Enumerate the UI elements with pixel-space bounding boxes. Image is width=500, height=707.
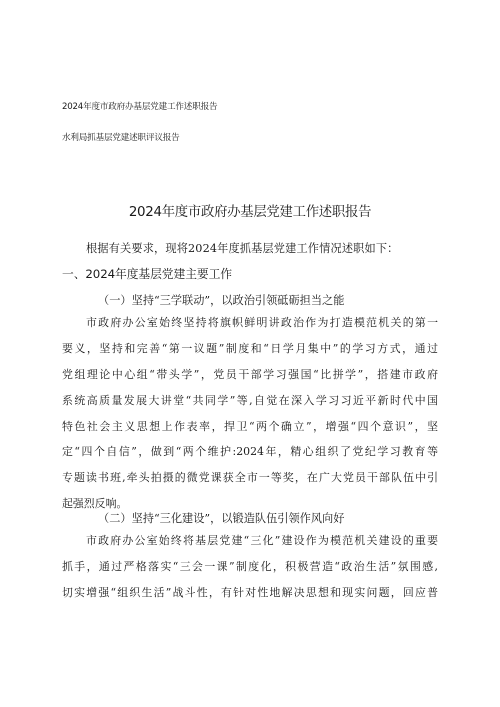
body-line: 抓手，通过严格落实“三会一课”制度化，积极营造“政治生活”氛围感, <box>62 559 438 573</box>
body-line: 专题读书班,牵头拍摄的微党课获全市一等奖，在广大党员干部队伍中引 <box>62 471 438 485</box>
body-line: 特色社会主义思想上作表率，捍卫“两个确立”，增强“四个意识”，坚 <box>62 419 438 433</box>
intro-paragraph: 根据有关要求，现将2024年度抓基层党建工作情况述职如下： <box>86 242 399 255</box>
body-line: 切实增强“组织生活”战斗性，有针对性地解决思想和现实问题，回应普 <box>62 585 438 599</box>
body-line: 市政府办公室始终坚持将旗帜鲜明讲政治作为打造模范机关的第一 <box>86 316 438 329</box>
section-1-heading: 一、2024年度基层党建主要工作 <box>62 267 232 281</box>
body-line: 起强烈反响。 <box>62 497 128 511</box>
toc-item-1[interactable]: 2024年度市政府办基层党建工作述职报告 <box>62 102 218 112</box>
toc-item-2[interactable]: 水利局抓基层党建述职评议报告 <box>62 133 180 143</box>
body-line: 定“四个自信”，做到“两个维护:2024年，精心组织了党纪学习教育等 <box>62 445 438 459</box>
body-line: 系统高质量发展大讲堂“共同学”等,自觉在深入学习习近平新时代中国 <box>62 393 438 407</box>
body-line: 党组理论中心组“带头学”，党员干部学习强国“比拼学”，搭建市政府 <box>62 367 438 381</box>
subsection-1-body <box>62 310 438 517</box>
body-line: 要义，坚持和完善“第一议题”制度和“日学月集中”的学习方式，通过 <box>62 341 438 355</box>
subsection-1-heading: （一）坚持“三学联动”，以政治引领砥砺担当之能 <box>98 294 345 307</box>
subsection-2-body <box>62 528 438 606</box>
subsection-2-heading: （二）坚持“三化建设”，以锻造队伍引领作风向好 <box>98 512 345 525</box>
body-line: 市政府办公室始终将基层党建“三化”建设作为模范机关建设的重要 <box>86 534 438 547</box>
document-title: 2024年度市政府办基层党建工作述职报告 <box>128 205 372 220</box>
